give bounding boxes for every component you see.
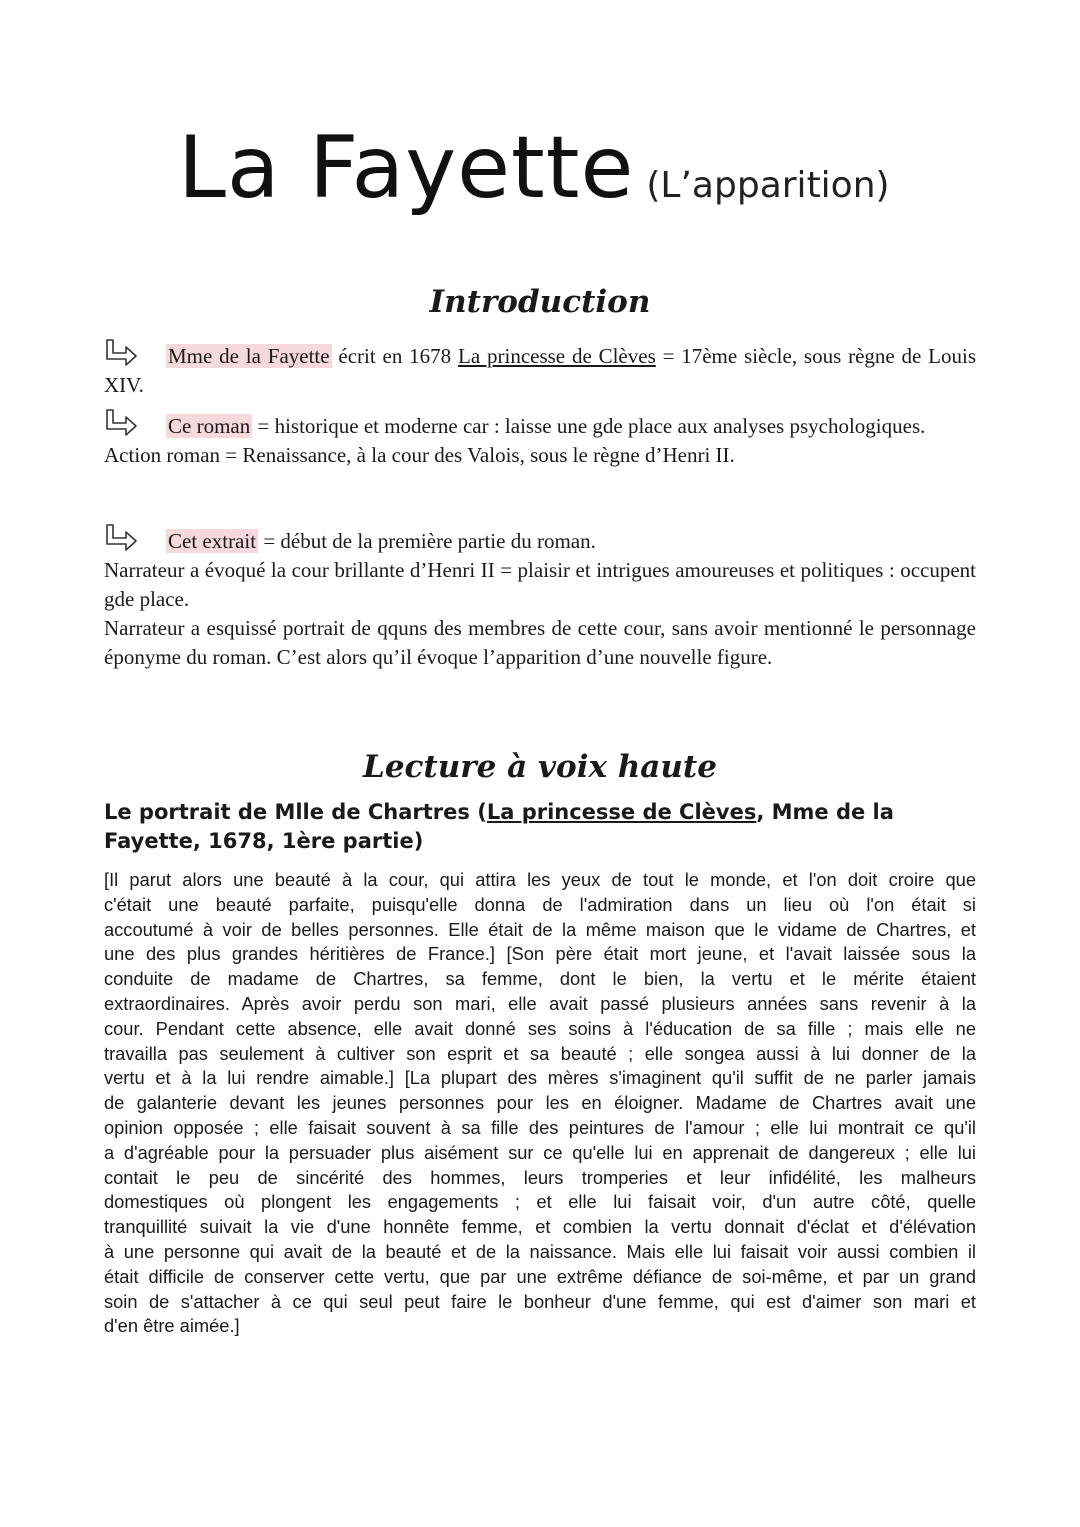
extract-line: cour. Pendant cette absence, elle avait donné ses soins à l'éducation de sa fille ; mais elle ne [104, 1017, 976, 1039]
extract-title-part-a: Le portrait de Mlle de Chartres ( [104, 800, 487, 824]
extract-line: accoutumé à voir de belles personnes. Elle était de la même maison que le vidame de Chartres, et [104, 918, 976, 940]
intro-p3-line-2: Narrateur a évoqué la cour brillante d’Henri II = plaisir et intrigues amoureuses et politiques : occupent gde place. [104, 558, 976, 611]
intro-paragraph-2 [104, 409, 976, 470]
title-main: La Fayette [178, 118, 635, 218]
extract-line: domestiques où plongent les engagements ; et elle lui faisait voir, d'un autre côté, quelle [104, 1191, 976, 1213]
extract-title-part-b: , Mme de la Fayette, 1678, 1ère partie) [104, 800, 894, 853]
extract-line: de galanterie devant les jeunes personnes pour les en éloigner. Madame de Chartres avait une [104, 1092, 976, 1114]
extract-line: conduite de madame de Chartres, sa femme, dont le bien, la vertu et le mérite étaient [104, 968, 976, 990]
work-title: La princesse de Clèves [458, 344, 656, 368]
extract-text [104, 868, 976, 1339]
title-subtitle: (L’apparition) [646, 165, 890, 206]
introduction-heading: Introduction [429, 284, 651, 320]
extract-line: d'en être aimée.] [104, 1315, 240, 1337]
extract-line: [Il parut alors une beauté à la cour, qui attira les yeux de tout le monde, et l'on doit croire que [104, 869, 976, 890]
extract-line: c'était une beauté parfaite, puisqu'elle donna de l'admiration dans un lieu où l'on était si [104, 893, 976, 915]
highlight-author: Mme de la Fayette [168, 344, 330, 368]
intro-p2-line-2: Action roman = Renaissance, à la cour des Valois, sous le règne d’Henri II. [104, 443, 735, 467]
extract-line: contait le peu de sincérité des hommes, leurs tromperies et leur infidélité, les malheurs [104, 1166, 976, 1188]
extract-line: était difficile de conserver cette vertu, que par une extrême défiance de soi-même, et par un grand [104, 1265, 976, 1287]
arrow-right-icon [104, 409, 138, 439]
intro-paragraph-1 [104, 339, 976, 400]
intro-p2-text-1: = historique et moderne car : laisse une gde place aux analyses psychologiques. [252, 414, 926, 438]
intro-p3-text-1: = début de la première partie du roman. [258, 529, 596, 553]
extract-line: tranquillité suivait la vie d'une honnête femme, et combien la vertu donnait d'éclat et d'élévation [104, 1216, 976, 1238]
extract-line: opinion opposée ; elle faisait souvent à sa fille des peintures de l'amour ; elle lui montrait ce qu'il [104, 1116, 976, 1138]
extract-line: travailla pas seulement à cultiver son esprit et sa beauté ; elle songea aussi à lui donner de la [104, 1042, 976, 1064]
arrow-right-icon [104, 339, 138, 369]
extract-line: a d'agréable pour la persuader plus aisément sur ce qu'elle lui en apprenait de dangereux ; elle lui [104, 1141, 976, 1163]
extract-line: une des plus grandes héritières de France.] [Son père était mort jeune, et l'avait laissée sous la [104, 943, 976, 965]
intro-p3-line-3: Narrateur a esquissé portrait de qquns des membres de cette cour, sans avoir mentionné le personnage éponyme du roman. C’est alors qu’il évoque l’apparition d’une nouvelle figure. [104, 616, 976, 669]
extract-line: à une personne qui avait de la beauté et de la naissance. Mais elle lui faisait voir aussi combien il [104, 1240, 976, 1262]
extract-line: vertu et à la lui rendre aimable.] [La plupart des mères s'imaginent qu'il suffit de ne parler jamais [104, 1067, 976, 1089]
arrow-right-icon [104, 524, 138, 554]
extract-title [104, 798, 976, 856]
highlight-roman: Ce roman [168, 414, 251, 438]
extract-line: extraordinaires. Après avoir perdu son mari, elle avait passé plusieurs années sans revenir à la [104, 992, 976, 1014]
document-title [178, 118, 938, 218]
lecture-heading: Lecture à voix haute [363, 749, 717, 785]
extract-title-work: La princesse de Clèves [486, 800, 757, 824]
intro-p1-text-2: = 17ème siècle, sous règne de Louis XIV. [104, 344, 977, 397]
intro-p1-text-1: écrit en 1678 [331, 344, 459, 368]
intro-paragraph-3 [104, 524, 976, 672]
highlight-extrait: Cet extrait [168, 529, 257, 553]
extract-line: soin de s'attacher à ce qui seul peut faire le bonheur d'une femme, qui est d'aimer son mari et [104, 1290, 976, 1312]
